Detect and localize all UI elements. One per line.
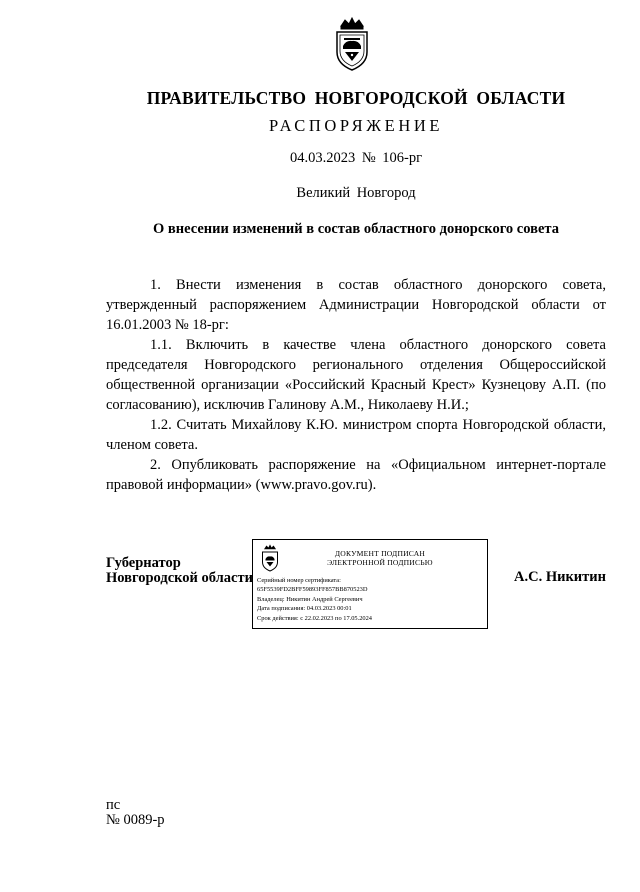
stamp-owner: Владелец: Никитин Андрей Сергеевич <box>257 596 363 603</box>
signatory-position <box>106 556 253 586</box>
electronic-signature-stamp <box>252 539 488 629</box>
city: Великий Новгород <box>296 185 416 201</box>
footer-reference <box>106 798 165 828</box>
stamp-serial-label: Серийный номер сертификата: <box>257 577 341 584</box>
document-body <box>106 275 606 495</box>
stamp-title: ЭЛЕКТРОННОЙ ПОДПИСЬЮ <box>327 558 433 567</box>
date-and-number: 04.03.2023 № 106-рг <box>289 150 423 166</box>
stamp-title: ДОКУМЕНТ ПОДПИСАН <box>334 549 426 558</box>
document-type: РАСПОРЯЖЕНИЕ <box>268 116 444 135</box>
organization-title: ПРАВИТЕЛЬСТВО НОВГОРОДСКОЙ ОБЛАСТИ <box>146 88 566 108</box>
stamp-validity: Срок действия: с 22.02.2023 по 17.05.2024 <box>257 615 373 622</box>
signatory-name: А.С. Никитин <box>514 569 606 585</box>
coat-of-arms-emblem-icon <box>331 16 373 72</box>
stamp-sign-date: Дата подписания: 04.03.2023 00:01 <box>257 605 352 612</box>
footer-initials: пс <box>106 797 121 813</box>
stamp-emblem-icon <box>259 544 281 572</box>
position-line: Новгородской области <box>106 570 253 586</box>
paragraph: 1. Внести изменения в состав областного донорского совета, утвержденный распоряжением Администрации Новгородской области от 16.01.2003 № 18-рг: <box>106 277 606 333</box>
position-line: Губернатор <box>106 555 181 571</box>
paragraph: 1.1. Включить в качестве члена областного донорского совета председателя Новгородского регионального отделения Общероссийской общественной организации «Российский Красный Крест» Кузнецову А.П. (по согласованию), исключив Галинову А.М., Николаеву Н.И.; <box>106 337 606 413</box>
paragraph: 1.2. Считать Михайлову К.Ю. министром спорта Новгородской области, членом совета. <box>106 417 606 453</box>
footer-number: № 0089-р <box>106 812 165 828</box>
document-subject: О внесении изменений в состав областного донорского совета <box>153 221 559 237</box>
stamp-serial-value: 65F5539FD2BFF59893FF857BB870523D <box>257 586 368 593</box>
paragraph: 2. Опубликовать распоряжение на «Официальном интернет-портале правовой информации» (www.pravo.gov.ru). <box>106 457 606 493</box>
